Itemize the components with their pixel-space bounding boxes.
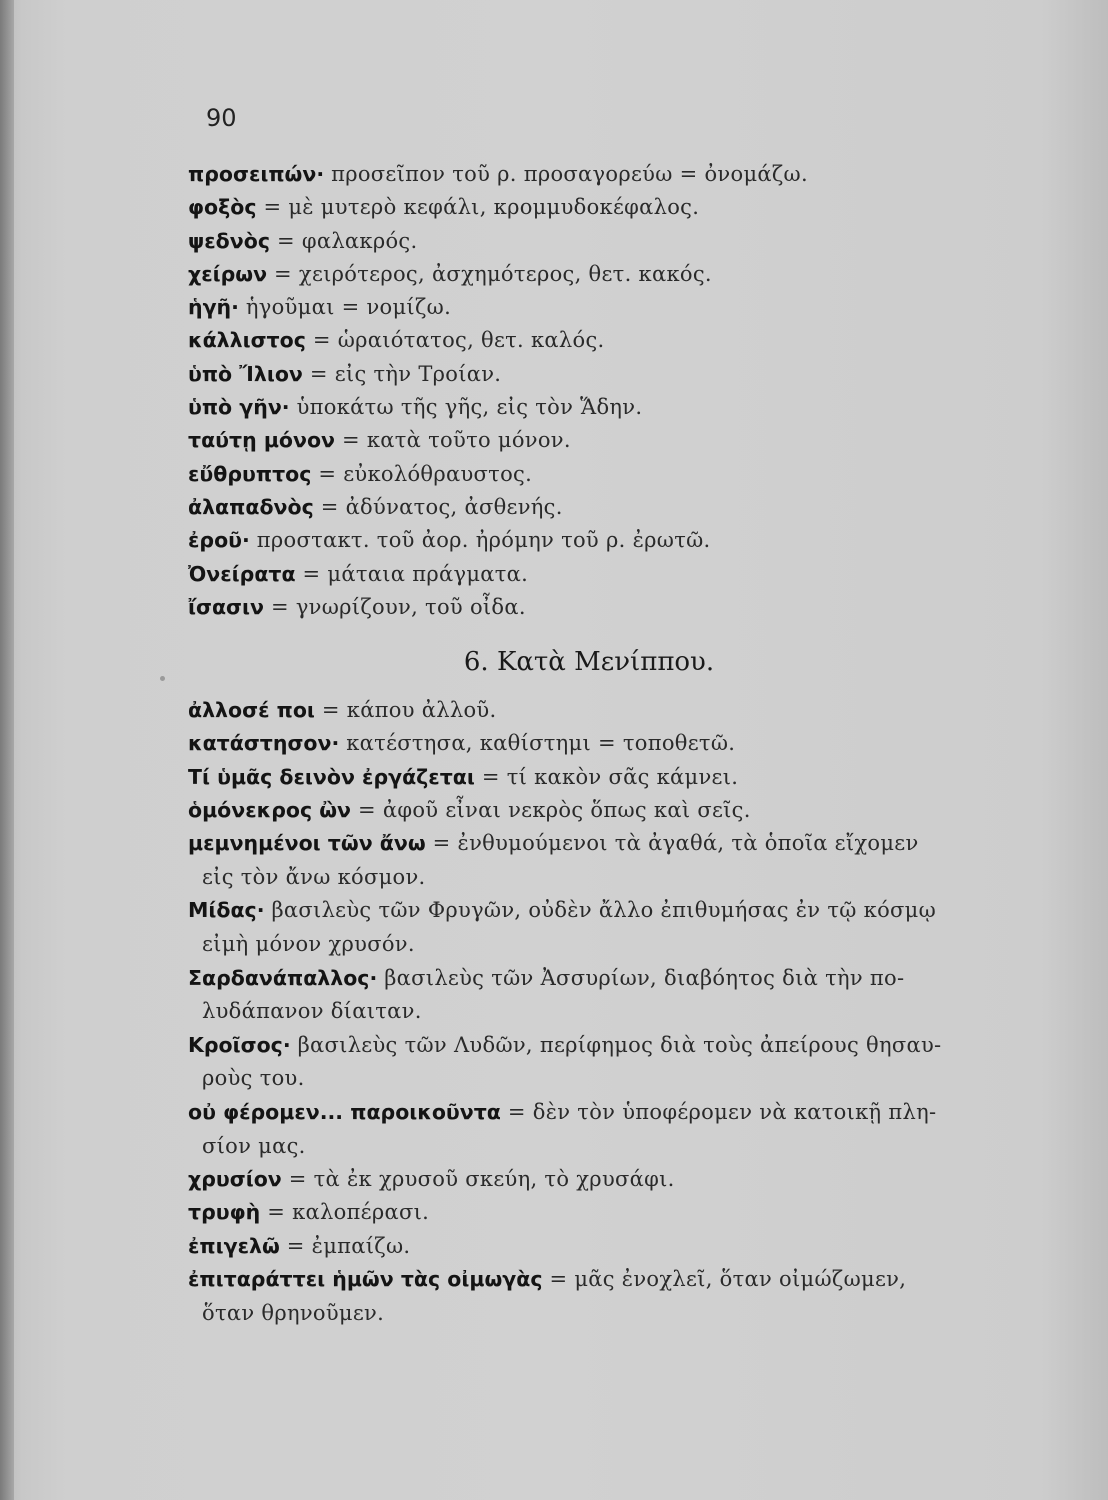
entry-definition-continued: σίον μας. <box>202 1133 306 1158</box>
glossary-entry <box>188 1196 1048 1229</box>
entry-definition: = ἐνθυμούμενοι τὰ ἀγαθά, τὰ ὁποῖα εἴχομεν <box>425 831 919 856</box>
entry-headword: εὔθρυπτος <box>188 461 312 486</box>
entry-definition: = καλοπέρασι. <box>260 1200 430 1225</box>
entry-headword: ἀλλοσέ ποι <box>188 698 315 722</box>
entry-definition: βασιλεὺς τῶν Ἀσσυρίων, διαβόητος διὰ τὴν πο- <box>377 965 905 990</box>
glossary-entry <box>188 291 1048 324</box>
glossary-entry <box>188 524 1048 557</box>
glossary-entry <box>188 158 1048 191</box>
glossary-entry <box>188 727 1048 760</box>
glossary-entry <box>188 458 1048 491</box>
entry-headword: προσειπών· <box>188 162 325 186</box>
page-number: 90 <box>206 104 237 132</box>
entry-definition: = μᾶς ἐνοχλεῖ, ὅταν οἰμώζωμεν, <box>542 1267 907 1292</box>
glossary-entry <box>188 191 1048 224</box>
glossary-entry <box>188 358 1048 391</box>
entry-headword: ἐπιταράττει ἡμῶν τὰς οἰμωγὰς <box>188 1267 543 1292</box>
entry-definition: = ἐμπαίζω. <box>279 1233 411 1258</box>
glossary-entry <box>188 962 1048 1029</box>
glossary-entry <box>188 761 1048 794</box>
glossary-entry <box>188 1096 1048 1163</box>
entry-definition-continued: εἰς τὸν ἄνω κόσμον. <box>202 864 426 889</box>
entry-headword: ἡγῆ· <box>188 295 239 320</box>
entry-definition: = εὐκολόθραυστος. <box>311 461 533 486</box>
glossary-entry <box>188 491 1048 524</box>
entry-headword: ψεδνὸς <box>188 228 270 253</box>
entry-headword: ὁμόνεκρος ὢν <box>188 797 352 822</box>
entry-definition: = κάπου ἀλλοῦ. <box>314 698 497 722</box>
entry-definition-continued: ὅταν θρηνοῦμεν. <box>202 1300 385 1325</box>
entry-definition: = μὲ μυτερὸ κεφάλι, κρομμυδοκέφαλος. <box>256 195 700 220</box>
entry-definition: = ἀδύνατος, ἀσθενής. <box>313 494 563 519</box>
entry-headword: ἴσασιν <box>188 594 264 619</box>
entry-headword: χείρων <box>188 261 268 286</box>
entry-definition: = κατὰ τοῦτο μόνον. <box>335 428 571 453</box>
entry-definition: προσεῖπον τοῦ ρ. προσαγορεύω = ὀνομάζω. <box>324 162 808 186</box>
entry-headword: Τί ὑμᾶς δεινὸν ἐργάζεται <box>188 764 475 789</box>
glossary-list-bottom <box>188 694 1048 1330</box>
entry-definition: προστακτ. τοῦ ἀορ. ἠρόμην τοῦ ρ. ἐρωτῶ. <box>249 528 711 553</box>
entry-definition-continued: εἰμὴ μόνον χρυσόν. <box>202 931 415 956</box>
entry-headword: μεμνημένοι τῶν ἄνω <box>188 831 426 856</box>
glossary-entry <box>188 391 1048 424</box>
entry-headword: κατάστησον· <box>188 731 340 756</box>
entry-definition: ἡγοῦμαι = νομίζω. <box>238 295 452 320</box>
entry-headword: φοξὸς <box>188 195 257 220</box>
entry-definition-continued: ροὺς του. <box>202 1066 305 1091</box>
entry-definition: βασιλεὺς τῶν Λυδῶν, περίφημος διὰ τοὺς ἀπείρους θησαυ- <box>290 1032 942 1057</box>
glossary-entry <box>188 424 1048 457</box>
entry-headword: χρυσίον <box>188 1167 282 1192</box>
entry-definition: = γνωρίζουν, τοῦ οἶδα. <box>263 594 526 619</box>
glossary-list-top <box>188 158 1048 624</box>
glossary-entry <box>188 694 1048 727</box>
entry-definition-continued: λυδάπανον δίαιταν. <box>202 999 422 1024</box>
entry-headword: ὑπὸ γῆν· <box>188 395 290 420</box>
entry-definition: = χειρότερος, ἀσχημότερος, θετ. κακός. <box>267 261 712 286</box>
section-title: 6. Κατὰ Μενίππου. <box>463 647 715 677</box>
entry-headword: τρυφὴ <box>188 1200 261 1225</box>
glossary-entry <box>188 324 1048 357</box>
entry-definition: ὑποκάτω τῆς γῆς, εἰς τὸν Ἅδην. <box>289 395 643 420</box>
entry-definition: = εἰς τὴν Τροίαν. <box>302 361 502 386</box>
entry-definition: = δὲν τὸν ὑποφέρομεν νὰ κατοικῇ πλη- <box>500 1099 937 1124</box>
entry-definition: = μάταια πράγματα. <box>295 561 529 586</box>
entry-definition: = τί κακὸν σᾶς κάμνει. <box>474 764 739 789</box>
glossary-entry <box>188 225 1048 258</box>
entry-headword: Μίδας· <box>188 898 265 923</box>
entry-definition: = ὡραιότατος, θετ. καλός. <box>305 328 605 353</box>
entry-definition: = φαλακρός. <box>269 228 418 253</box>
glossary-entry <box>188 1163 1048 1196</box>
entry-headword: ἀλαπαδνὸς <box>188 494 314 519</box>
entry-headword: Σαρδανάπαλλος· <box>188 965 378 990</box>
entry-definition: βασιλεὺς τῶν Φρυγῶν, οὐδὲν ἄλλο ἐπιθυμήσας ἐν τῷ κόσμῳ <box>264 898 937 923</box>
entry-headword: ταύτῃ μόνον <box>188 428 336 453</box>
entry-headword: ὑπὸ Ἴλιον <box>188 361 303 386</box>
glossary-entry <box>188 794 1048 827</box>
page-gutter-shadow <box>0 0 14 1500</box>
entry-definition: κατέστησα, καθίστημι = τοποθετῶ. <box>339 731 736 756</box>
glossary-entry <box>188 1263 1048 1330</box>
glossary-entry <box>188 894 1048 961</box>
glossary-entry <box>188 558 1048 591</box>
glossary-entry <box>188 1029 1048 1096</box>
glossary-entry <box>188 591 1048 624</box>
glossary-entry <box>188 827 1048 894</box>
entry-headword: Ὀνείρατα <box>188 561 296 586</box>
entry-headword: Κροῖσος· <box>188 1032 291 1057</box>
entry-headword: κάλλιστος <box>188 328 306 353</box>
entry-definition: = τὰ ἐκ χρυσοῦ σκεύη, τὸ χρυσάφι. <box>281 1167 675 1192</box>
entry-headword: ἐπιγελῶ <box>188 1233 280 1258</box>
entry-headword: ἐροῦ· <box>188 528 250 553</box>
entry-definition: = ἀφοῦ εἶναι νεκρὸς ὅπως καὶ σεῖς. <box>351 797 751 822</box>
glossary-entry <box>188 1230 1048 1263</box>
glossary-entry <box>188 258 1048 291</box>
entry-headword: οὐ φέρομεν... παροικοῦντα <box>188 1099 501 1124</box>
